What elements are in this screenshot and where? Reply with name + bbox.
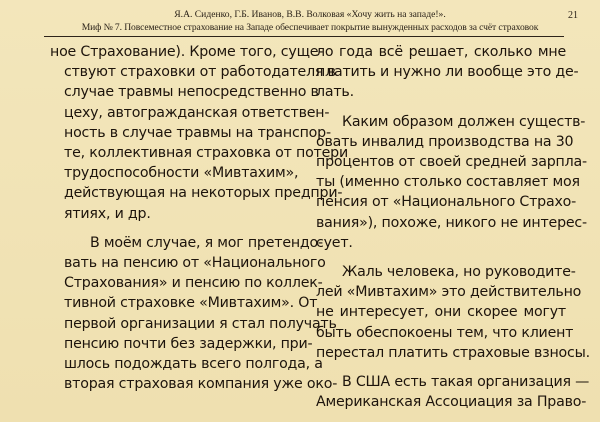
text-line: овать инвалид производства на 30 <box>316 133 574 150</box>
text-line: шлось подождать всего полгода, а <box>64 356 323 373</box>
text-line: Жаль человека, но руководите- <box>342 264 576 281</box>
text-line: ятиях, и др. <box>64 205 151 222</box>
text-line: тивной страховке «Мивтахим». От <box>64 295 318 312</box>
text-line: первой организации я стал получать <box>64 315 337 332</box>
text-line: вания»), похоже, никого не интерес- <box>316 214 587 231</box>
header-chapter-title: Миф № 7. Повсеместное страхование на Западе обеспечивает покрытие вынужденных расходов за счёт страховок <box>81 22 539 33</box>
text-line: лать. <box>316 84 354 101</box>
text-line: Американская Ассоциация за Право- <box>316 394 587 411</box>
text-line: действующая на некоторых предпри- <box>64 185 343 202</box>
text-line: В США есть такая организация — <box>342 374 590 391</box>
text-line: лей «Мивтахим» это действительно <box>316 284 582 301</box>
text-line: не интересует, они скорее могут <box>316 304 566 321</box>
text-line: платить и нужно ли вообще это де- <box>316 64 579 81</box>
header-authors-title: Я.А. Сиденко, Г.Б. Иванов, В.В. Волковая «Хочу жить на западе!». <box>174 9 446 20</box>
text-line: те, коллективная страховка от потери <box>64 145 348 162</box>
text-line: ты (именно столько составляет моя <box>316 174 580 191</box>
text-line: ность в случае травмы на транспор- <box>64 124 331 141</box>
text-line: ствуют страховки от работодателя в <box>64 64 336 81</box>
text-line: сует. <box>316 234 353 251</box>
right-column <box>316 42 590 412</box>
page-number: 21 <box>568 10 578 21</box>
text-line: цеху, автогражданская ответствен- <box>64 104 330 121</box>
text-line: Страхования» и пенсию по коллек- <box>64 275 323 292</box>
text-line: В моём случае, я мог претендо- <box>90 234 323 251</box>
text-line: пенсию почти без задержки, при- <box>64 335 313 352</box>
text-line: процентов от своей средней зарпла- <box>316 154 587 171</box>
text-line: трудоспособности «Мивтахим», <box>64 165 299 182</box>
text-line: быть обеспокоены тем, что клиент <box>316 324 574 341</box>
text-line: пенсия от «Национального Страхо- <box>316 194 577 211</box>
text-line: Каким образом должен существ- <box>342 113 586 130</box>
text-line: вать на пенсию от «Национального <box>64 255 326 272</box>
text-line: ло года всё решает, сколько мне <box>316 44 566 60</box>
text-line: перестал платить страховые взносы. <box>316 344 590 361</box>
text-line: вторая страховая компания уже око- <box>64 376 338 393</box>
header-rule <box>44 36 564 37</box>
text-line: ное Страхование). Кроме того, суще- <box>50 44 324 60</box>
running-header <box>40 8 580 34</box>
text-line: случае травмы непосредственно в <box>64 84 319 101</box>
